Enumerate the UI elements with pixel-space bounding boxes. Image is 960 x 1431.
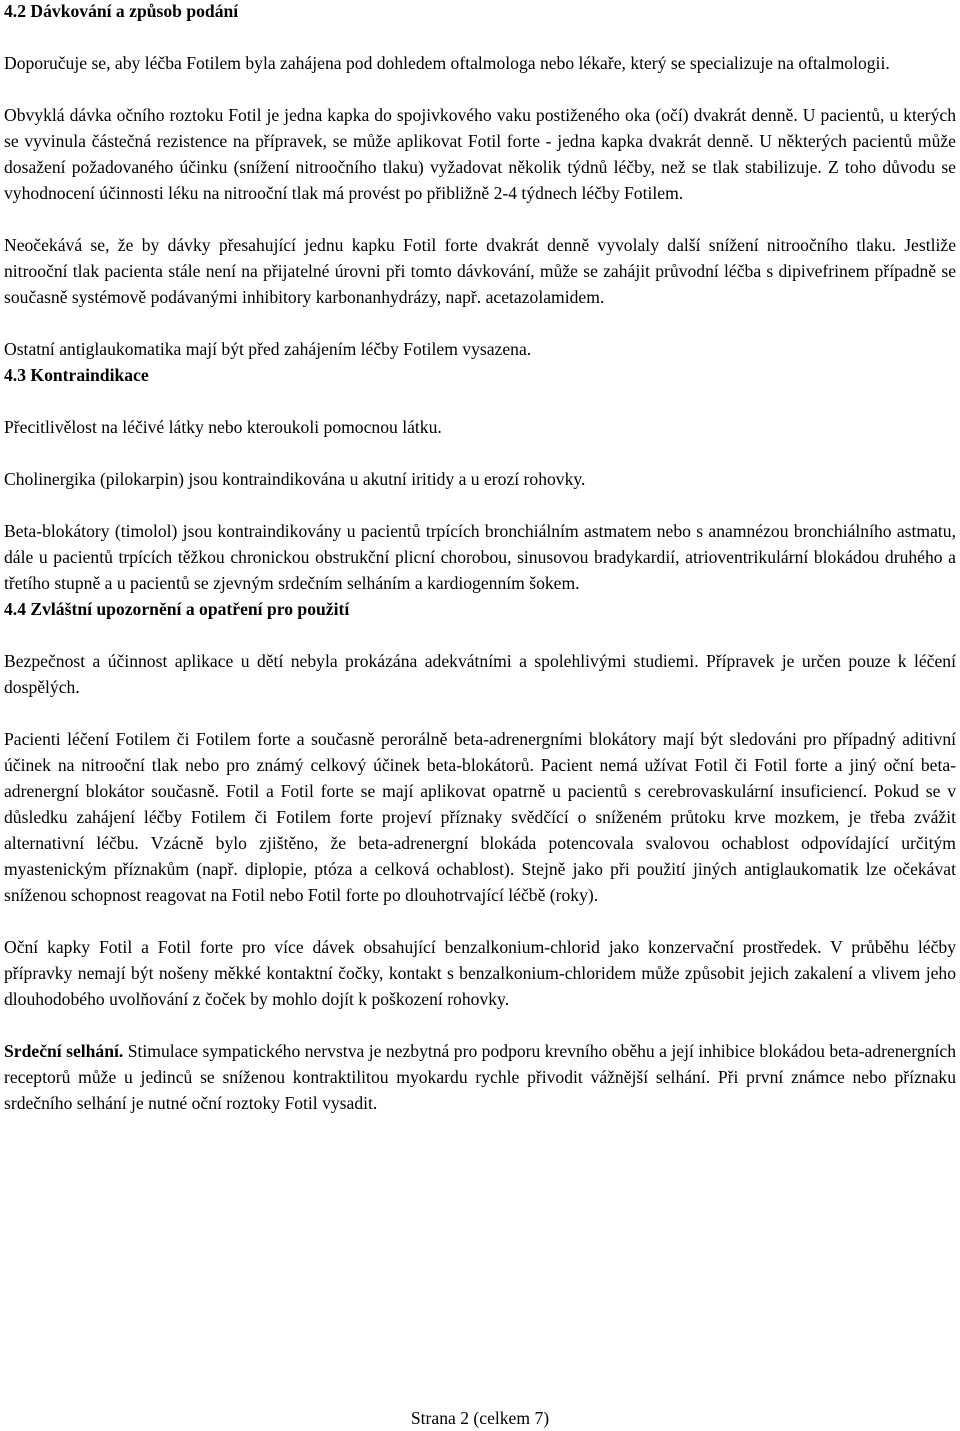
paragraph-contact-lenses: Oční kapky Fotil a Fotil forte pro více dávek obsahující benzalkonium-chlorid jako konzervační prostředek. V průběhu léčby přípravky nemají být nošeny měkké kontaktní čočky, kontakt s benzalkonium-chloridem může způsobit jejich zakalení a vlivem jeho dlouhodobého uvolňování z čoček by mohlo dojít k poškození rohovky. [4,937,956,1009]
paragraph-higher-dose: Neočekává se, že by dávky přesahující jednu kapku Fotil forte dvakrát denně vyvolaly další snížení nitroočního tlaku. Jestliže nitrooční tlak pacienta stále není na přijatelné úrovni při tomto dávkování, může se zahájit průvodní léčba s dipivefrinem případně se současně systémově podávanými inhibitory karbonanhydrázy, např. acetazolamidem. [4,235,956,307]
document-page [4,0,956,1116]
paragraph-supervision: Doporučuje se, aby léčba Fotilem byla zahájena pod dohledem oftalmologa nebo lékaře, který se specializuje na oftalmologii. [4,53,890,73]
paragraph-other-antiglaucoma: Ostatní antiglaukomatika mají být před zahájením léčby Fotilem vysazena. [4,339,532,359]
heart-failure-text: Stimulace sympatického nervstva je nezbytná pro podporu krevního oběhu a její inhibice blokádou beta-adrenergních receptorů může u jedinců se sníženou kontraktilitou myokardu rychle přivodit vážnější selhání. Při první známce nebo příznaku srdečního selhání je nutné oční roztoky Fotil vysadit. [4,1041,956,1113]
heart-failure-title: Srdeční selhání. [4,1041,124,1061]
paragraph-hypersensitivity: Přecitlivělost na léčivé látky nebo kteroukoli pomocnou látku. [4,417,442,437]
paragraph-concomitant-use: Pacienti léčení Fotilem či Fotilem forte a současně perorálně beta-adrenergními blokátory mají být sledováni pro případný aditivní účinek na nitrooční tlak nebo pro známý celkový účinek beta-blokátorů. Pacient nemá užívat Fotil či Fotil forte a jiný oční beta-adrenergní blokátor současně. Fotil a Fotil forte se mají aplikovat opatrně u pacientů s cerebrovaskulární insuficiencí. Pokud se v důsledku zahájení léčby Fotilem či Fotilem forte projeví příznaky svědčící o sníženém průtoku krve mozkem, je třeba zvážit alternativní léčbu. Vzácně bylo zjištěno, že beta-adrenergní blokáda potencovala svalovou ochablost odpovídající určitým myastenickým příznakům (např. diplopie, ptóza a celková ochablost). Stejně jako při použití jiných antiglaukomatik lze očekávat sníženou schopnost reagovat na Fotil nebo Fotil forte po dlouhotrvající léčbě (roky). [4,729,956,905]
paragraph-beta-blockers: Beta-blokátory (timolol) jsou kontraindikovány u pacientů trpících bronchiálním astmatem nebo s anamnézou bronchiálního astmatu, dále u pacientů trpících těžkou chronickou obstrukční plicní chorobou, sinusovou bradykardií, atrioventrikulární blokádou druhého a třetího stupně a u pacientů se zjevným srdečním selháním a kardiogenním šokem. [4,521,956,593]
page-footer: Strana 2 (celkem 7) [410,1408,550,1428]
section-heading-4-4: 4.4 Zvláštní upozornění a opatření pro použití [4,599,350,619]
section-heading-4-2: 4.2 Dávkování a způsob podání [4,1,239,21]
paragraph-cholinergics: Cholinergika (pilokarpin) jsou kontraindikována u akutní iritidy a u erozí rohovky. [4,469,586,489]
paragraph-children-safety: Bezpečnost a účinnost aplikace u dětí nebyla prokázána adekvátními a spolehlivými studiemi. Přípravek je určen pouze k léčení dospělých. [4,651,956,697]
paragraph-heart-failure [4,1038,956,1116]
section-heading-4-3: 4.3 Kontraindikace [4,365,149,385]
paragraph-usual-dose: Obvyklá dávka očního roztoku Fotil je jedna kapka do spojivkového vaku postiženého oka (očí) dvakrát denně. U pacientů, u kterých se vyvinula částečná rezistence na přípravek, se může aplikovat Fotil forte - jedna kapka dvakrát denně. U některých pacientů může dosažení požadovaného účinku (snížení nitroočního tlaku) vyžadovat několik týdnů léčby, než se tlak stabilizuje. Z toho důvodu se vyhodnocení účinnosti léku na nitrooční tlak má provést po přibližně 2-4 týdnech léčby Fotilem. [4,105,956,203]
